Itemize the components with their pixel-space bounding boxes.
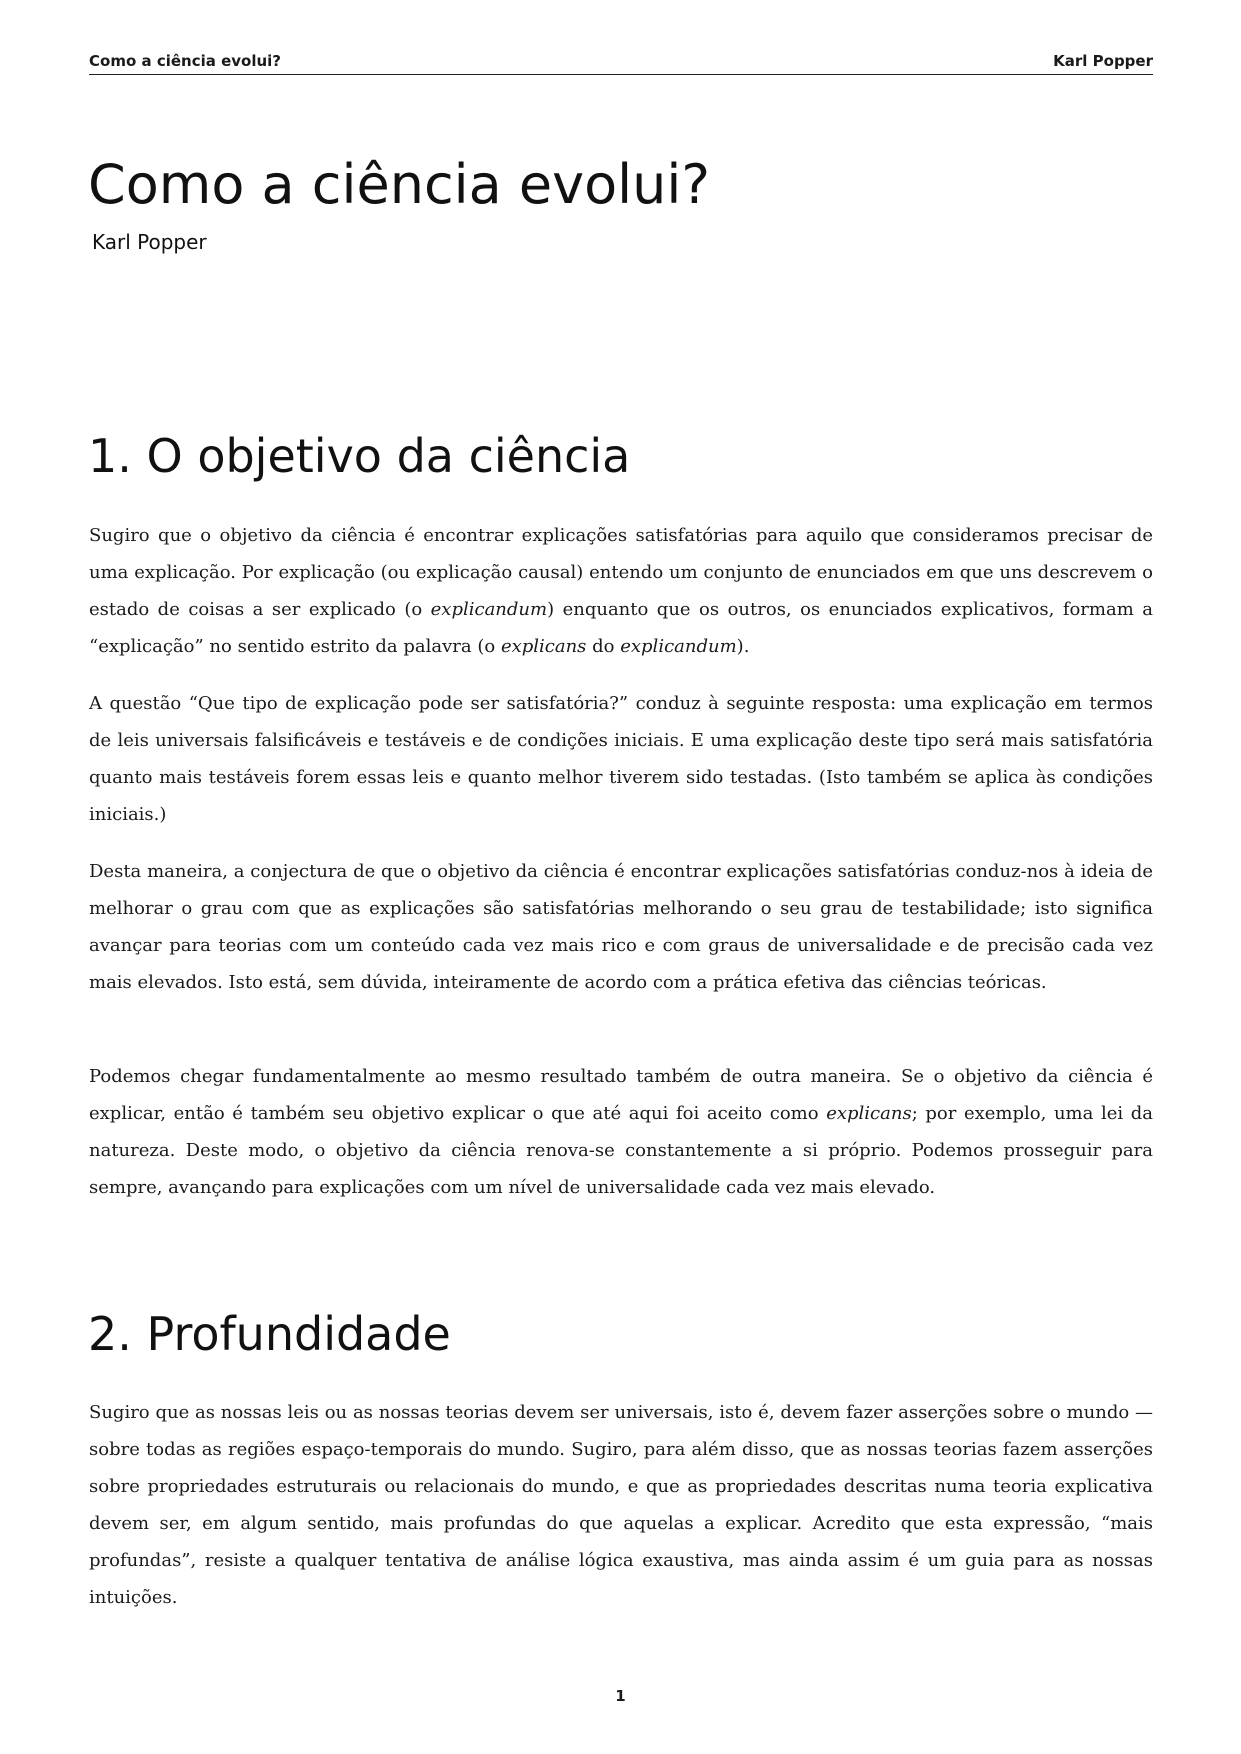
paragraph: Sugiro que as nossas leis ou as nossas teorias devem ser universais, isto é, devem fazer asserções sobre o mundo — sobre todas as regiões espaço-temporais do mundo. Sugiro, para além disso, que as nossas teorias fazem asserções sobre propriedades estruturais ou relacionais do mundo, e que as propriedades descritas numa teoria explicativa devem ser, em algum sentido, mais profundas do que aquelas a explicar. Acredito que esta expressão, “mais profundas”, resiste a qualquer tentativa de análise lógica exaustiva, mas ainda assim é um guia para as nossas intuições. bbox=[89, 1402, 1153, 1608]
italic-term: explicandum bbox=[620, 636, 737, 657]
section-heading: 2. Profundidade bbox=[88, 1307, 451, 1361]
header-author: Karl Popper bbox=[1053, 52, 1153, 70]
paragraph bbox=[89, 1058, 1153, 1206]
running-header bbox=[89, 50, 1153, 75]
paragraph-text: do bbox=[586, 636, 621, 657]
italic-term: explicans bbox=[826, 1103, 912, 1124]
document-title: Como a ciência evolui? bbox=[88, 153, 711, 216]
paragraph-text: Podemos chegar fundamentalmente ao mesmo resultado também de outra maneira. Se o objetivo da ciência é explicar, então é também seu objetivo explicar o que até aqui foi aceito como bbox=[89, 1066, 1153, 1124]
italic-term: explicandum bbox=[430, 599, 548, 620]
paragraph-text: ) enquanto que os outros, os enunciados explicativos, formam a “explicação” no sentido estrito da palavra (o bbox=[89, 599, 1153, 657]
italic-term: explicans bbox=[500, 636, 587, 657]
paragraph bbox=[89, 517, 1153, 665]
paragraph: Desta maneira, a conjectura de que o objetivo da ciência é encontrar explicações satisfatórias conduz-nos à ideia de melhorar o grau com que as explicações são satisfatórias melhorando o seu grau de testabilidade; isto significa avançar para teorias com um conteúdo cada vez mais rico e com graus de universalidade e de precisão cada vez mais elevados. Isto está, sem dúvida, inteiramente de acordo com a prática efetiva das ciências teóricas. bbox=[89, 861, 1153, 993]
paragraph-text: Sugiro que o objetivo da ciência é encontrar explicações satisfatórias para aquilo que consideramos precisar de uma explicação. Por explicação (ou explicação causal) entendo um conjunto de enunciados em que uns descrevem o estado de coisas a ser explicado (o bbox=[89, 525, 1153, 620]
paragraph: A questão “Que tipo de explicação pode ser satisfatória?” conduz à seguinte resposta: uma explicação em termos de leis universais falsificáveis e testáveis e de condições iniciais. E uma explicação deste tipo será mais satisfatória quanto mais testáveis forem essas leis e quanto melhor tiverem sido testadas. (Isto também se aplica às condições iniciais.) bbox=[89, 693, 1153, 825]
paragraph-text: ; por exemplo, uma lei da natureza. Deste modo, o objetivo da ciência renova-se constantemente a si próprio. Podemos prosseguir para sempre, avançando para explicações com um nível de universalidade cada vez mais elevado. bbox=[89, 1103, 1153, 1198]
document-author: Karl Popper bbox=[92, 230, 207, 254]
page-number: 1 bbox=[615, 1687, 626, 1705]
paragraph-text: ). bbox=[736, 636, 750, 657]
section-heading: 1. O objetivo da ciência bbox=[88, 429, 631, 483]
header-title: Como a ciência evolui? bbox=[89, 52, 281, 70]
